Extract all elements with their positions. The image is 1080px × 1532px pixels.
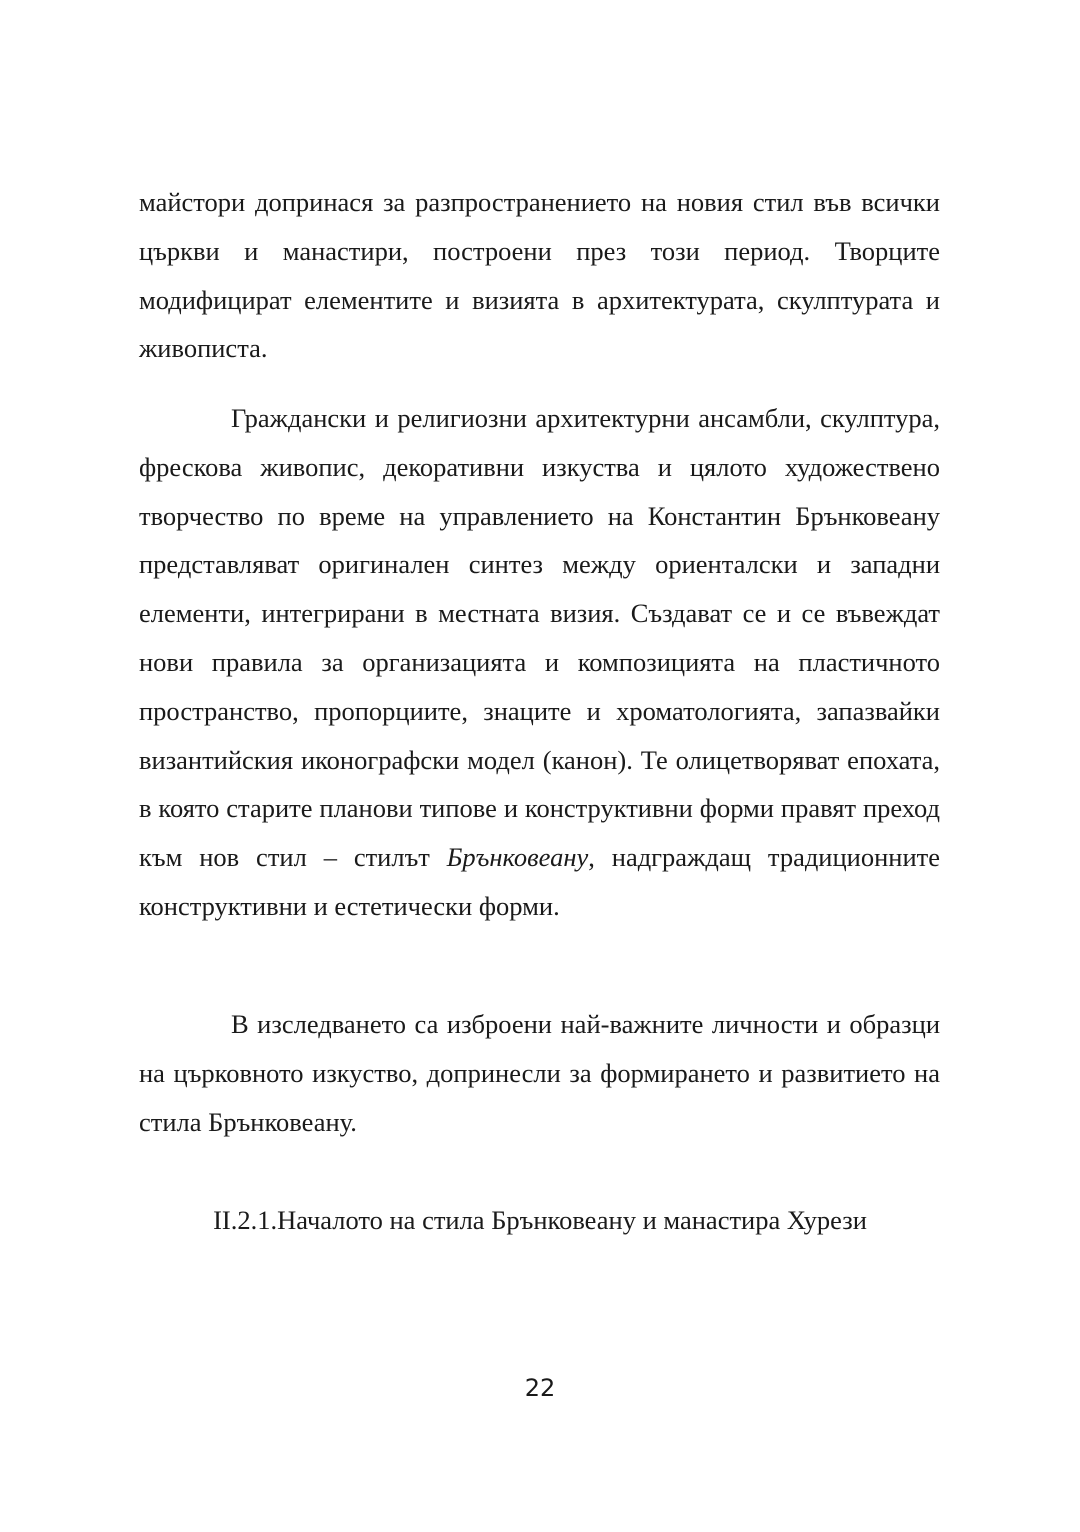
paragraph-3: В изследването са изброени най-важните личности и образци на църковното изкуство, допринесли за формирането и развитието на стила Брънковеану.: [139, 1009, 940, 1137]
paragraph-2-text-end: , надграждащ традиционните конструктивни и естетически форми.: [139, 842, 940, 921]
paragraph-2-text-start: Граждански и религиозни архитектурни ансамбли, скулптура, фрескова живопис, декоративни изкуства и цялото художествено творчество по време на управлението на Константин Брънковеану представляват оригинален синтез между ориенталски и западни елементи, интегрирани в местната визия. Създават се и се въвеждат нови правила за организацията и композицията на пластичното пространство, пропорциите, знаците и хроматологията, запазвайки византийския иконографски модел (канон). Те олицетворяват епохата, в която старите планови типове и конструктивни форми правят преход към нов стил – стилът: [139, 403, 940, 873]
page-number: 22: [524, 1374, 556, 1402]
paragraph-1: майстори допринася за разпространението на новия стил във всички църкви и манастири, построени през този период. Творците модифицират елементите и визията в архитектурата, скулптурата и живописта.: [139, 187, 940, 364]
paragraph-2: [139, 394, 940, 931]
section-heading: II.2.1.Началото на стила Брънковеану и манастира Хурези: [213, 1205, 867, 1235]
paragraph-2-italic-term: Брънковеану: [446, 842, 589, 873]
